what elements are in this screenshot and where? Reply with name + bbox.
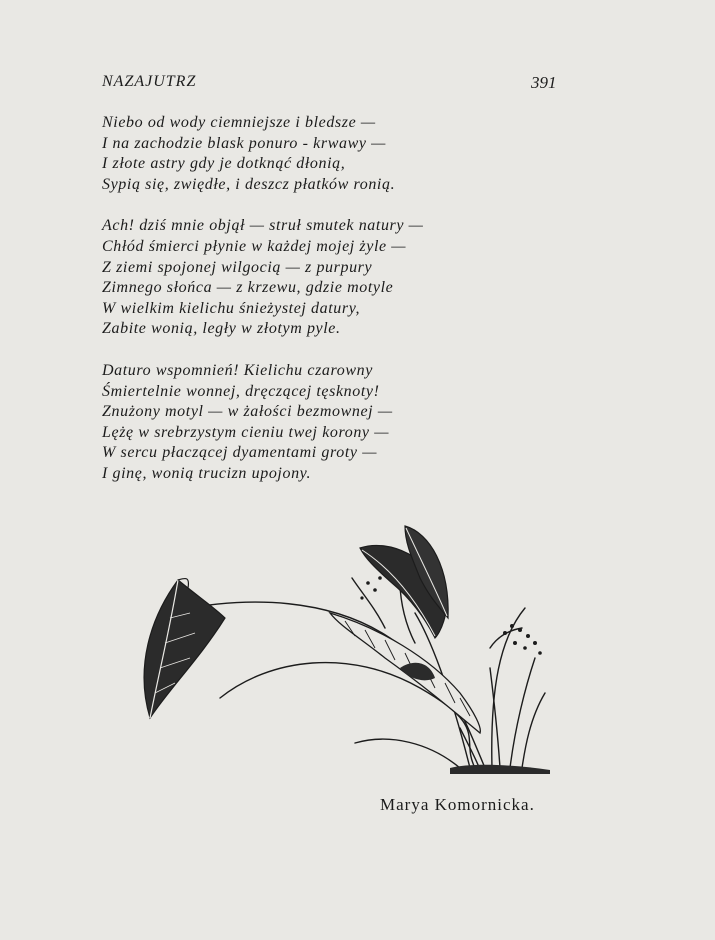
stanza [102, 361, 502, 485]
poem-line: I ginę, wonią trucizn upojony. [102, 464, 312, 482]
poem-line: Zabite wonią, legły w złotym pyle. [102, 320, 341, 338]
datura-plant-illustration [130, 518, 560, 783]
poem-line: Sypią się, zwiędłe, i deszcz płatków ronią. [102, 175, 396, 193]
poem-line: Z ziemi spojonej wilgocią — z purpury [102, 258, 373, 276]
poem-line: I na zachodzie blask ponuro - krwawy — [102, 134, 386, 152]
poem-line: Daturo wspomnień! Kielichu czarowny [102, 361, 373, 379]
poem-line: Lężę w srebrzystym cieniu twej korony — [102, 423, 390, 441]
running-title: NAZAJUTRZ [102, 73, 197, 90]
author-signature: Marya Komornicka. [380, 795, 535, 814]
leaf-icon [360, 526, 448, 638]
page-number: 391 [531, 73, 557, 92]
poem-line: Śmiertelnie wonnej, dręczącej tęsknoty! [102, 382, 380, 400]
poem-line: I złote astry gdy je dotknąć dłonią, [102, 155, 346, 173]
poem-line: Niebo od wody ciemniejsze i bledsze — [102, 114, 376, 131]
poem-line: W wielkim kielichu śnieżystej datury, [102, 299, 361, 317]
poem-line: Ach! dziś mnie objął — struł smutek natury — [102, 217, 424, 235]
poem [102, 113, 502, 506]
stanza [102, 216, 502, 340]
stanza [102, 113, 502, 195]
leaf-icon [144, 578, 225, 718]
poem-line: Znużony motyl — w żałości bezmownej — [102, 403, 393, 421]
poem-line: Zimnego słońca — z krzewu, gdzie motyle [102, 279, 394, 297]
poem-line: Chłód śmierci płynie w każdej mojej żyle — [102, 237, 407, 255]
poem-line: W sercu płaczącej dyamentami groty — [102, 444, 378, 462]
